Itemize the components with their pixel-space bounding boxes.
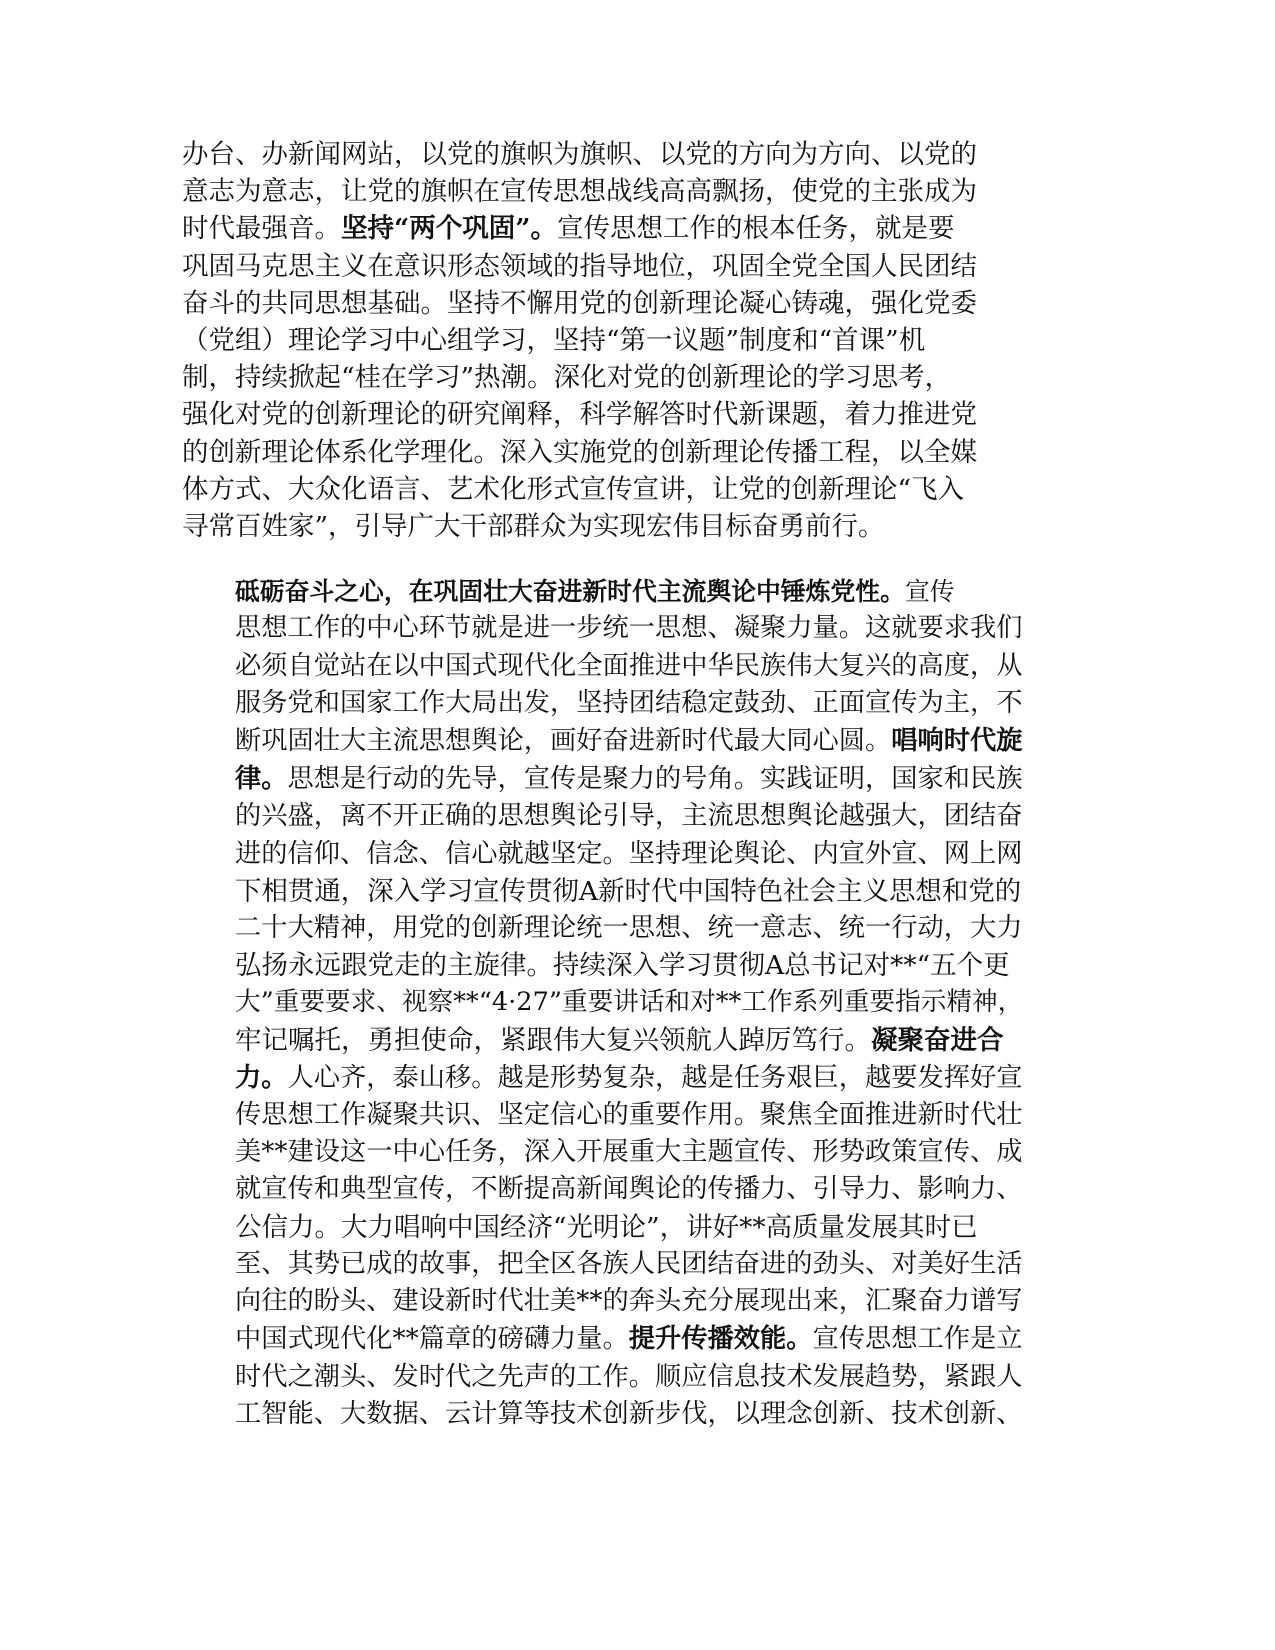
bold-heading-text: 坚持“两个巩固”。 [341, 213, 557, 245]
text-line [182, 434, 1022, 471]
text-line [182, 910, 1022, 947]
text-line [182, 648, 1022, 685]
body-text: 进的信仰、信念、信心就越坚定。坚持理论舆论、内宣外宣、网上网 [235, 838, 1023, 869]
text-line [182, 248, 1022, 285]
bold-heading-text: 砥砺奋斗之心，在巩固壮大奋进新时代主流舆论中锤炼党性。 [235, 577, 905, 607]
body-text: 必须自觉站在以中国式现代化全面推进中华民族伟大复兴的高度，从 [235, 650, 1023, 681]
text-line [182, 873, 1022, 910]
bold-heading-text: 力。 [235, 1061, 288, 1093]
body-text: 思想是行动的先导，宣传是聚力的号角。实践证明，国家和民族 [287, 764, 1023, 795]
text-line [182, 1283, 1022, 1320]
text-line [182, 1022, 1022, 1059]
body-text: 寻常百姓家”，引导广大干部群众为实现宏伟目标奋勇前行。 [182, 511, 885, 543]
text-line [182, 722, 1022, 760]
text-line [182, 984, 1022, 1021]
body-text: 向往的盼头、建设新时代壮美**的奔头充分展现出来，汇聚奋力谱写 [235, 1286, 1023, 1317]
body-text: 的兴盛，离不开正确的思想舆论引导，主流思想舆论越强大，团结奋 [235, 801, 1023, 832]
text-line [182, 836, 1022, 873]
text-line [182, 322, 1022, 359]
paragraph-2 [182, 573, 1022, 1433]
body-text: 下相贯通，深入学习宣传贯彻A新时代中国特色社会主义思想和党的 [235, 875, 1022, 907]
body-text: 意志为意志，让党的旗帜在宣传思想战线高高飘扬，使党的主张成为 [182, 176, 977, 208]
document-page [182, 136, 1022, 1433]
text-line [182, 1134, 1022, 1171]
text-line [182, 471, 1022, 508]
body-text: 制，持续掀起“桂在学习”热潮。深化对党的创新理论的学习思考， [182, 362, 952, 394]
text-line [182, 1396, 1022, 1433]
body-text: 宣传 [904, 577, 955, 607]
body-text: 中国式现代化**篇章的磅礴力量。 [235, 1324, 629, 1355]
text-line [182, 210, 1022, 247]
text-line [182, 1059, 1022, 1097]
text-line [182, 285, 1022, 322]
bold-heading-text: 律。 [235, 763, 288, 795]
text-line [182, 1209, 1022, 1246]
body-text: 宣传思想工作的根本任务，就是要 [557, 213, 955, 245]
text-line [182, 396, 1022, 433]
text-line [182, 359, 1022, 396]
text-line [182, 1359, 1022, 1396]
bold-heading-text: 唱响时代旋 [891, 725, 1023, 757]
text-line [182, 610, 1022, 647]
text-line [182, 173, 1022, 210]
text-line [182, 136, 1022, 173]
body-text: 至、其势已成的故事，把全区各族人民团结奋进的劲头、对美好生活 [235, 1248, 1023, 1279]
text-line [182, 1171, 1022, 1208]
body-text: （党组）理论学习中心组学习，坚持“第一议题”制度和“首课”机 [182, 325, 926, 357]
body-text: 体方式、大众化语言、艺术化形式宣传宣讲，让党的创新理论“飞入 [182, 473, 965, 505]
body-text: 服务党和国家工作大局出发，坚持团结稳定鼓劲、正面宣传为主，不 [235, 687, 1023, 718]
body-text: 美**建设这一中心任务，深入开展重大主题宣传、形势政策宣传、成 [235, 1137, 1023, 1168]
text-line [182, 798, 1022, 835]
text-line [182, 947, 1022, 984]
body-text: 二十大精神，用党的创新理论统一思想、统一意志、统一行动，大力 [235, 913, 1023, 944]
body-text: 工智能、大数据、云计算等技术创新步伐，以理念创新、技术创新、 [235, 1398, 1023, 1429]
text-line [182, 1097, 1022, 1134]
text-line [182, 685, 1022, 722]
body-text: 的创新理论体系化学理化。深入实施党的创新理论传播工程，以全媒 [182, 436, 977, 468]
bold-heading-text: 提升传播效能。 [628, 1323, 813, 1355]
text-line [182, 1246, 1022, 1283]
body-text: 传思想工作凝聚共识、坚定信心的重要作用。聚焦全面推进新时代壮 [235, 1100, 1023, 1131]
body-text: 弘扬永远跟党走的主旋律。持续深入学习贯彻A总书记对**“五个更 [235, 950, 1010, 982]
body-text: 断巩固壮大主流思想舆论，画好奋进新时代最大同心圆。 [235, 726, 892, 757]
body-text: 时代最强音。 [182, 213, 341, 245]
body-text: 人心齐，泰山移。越是形势复杂，越是任务艰巨，越要发挥好宣 [287, 1062, 1023, 1093]
body-text: 大”重要要求、视察**“4·27”重要讲话和对**工作系列重要指示精神， [235, 987, 1024, 1018]
body-text: 就宣传和典型宣传，不断提高新闻舆论的传播力、引导力、影响力、 [235, 1174, 1023, 1205]
text-line [182, 1320, 1022, 1358]
body-text: 巩固马克思主义在意识形态领域的指导地位，巩固全党全国人民团结 [182, 250, 977, 282]
paragraph-1 [182, 136, 1022, 545]
body-text: 奋斗的共同思想基础。坚持不懈用党的创新理论凝心铸魂，强化党委 [182, 287, 977, 319]
body-text: 强化对党的创新理论的研究阐释，科学解答时代新课题，着力推进党 [182, 399, 977, 431]
body-text: 办台、办新闻网站，以党的旗帜为旗帜、以党的方向为方向、以党的 [182, 139, 977, 170]
body-text: 宣传思想工作是立 [812, 1324, 1023, 1355]
bold-heading-text: 凝聚奋进合 [871, 1024, 1004, 1056]
body-text: 时代之潮头、发时代之先声的工作。顺应信息技术发展趋势，紧跟人 [235, 1361, 1023, 1392]
body-text: 公信力。大力唱响中国经济“光明论”，讲好**高质量发展其时已 [235, 1211, 978, 1243]
text-line [182, 508, 1022, 545]
text-line [182, 573, 1022, 610]
text-line [182, 760, 1022, 798]
body-text: 牢记嘱托，勇担使命，紧跟伟大复兴领航人踔厉笃行。 [235, 1024, 871, 1056]
body-text: 思想工作的中心环节就是进一步统一思想、凝聚力量。这就要求我们 [235, 613, 1023, 644]
